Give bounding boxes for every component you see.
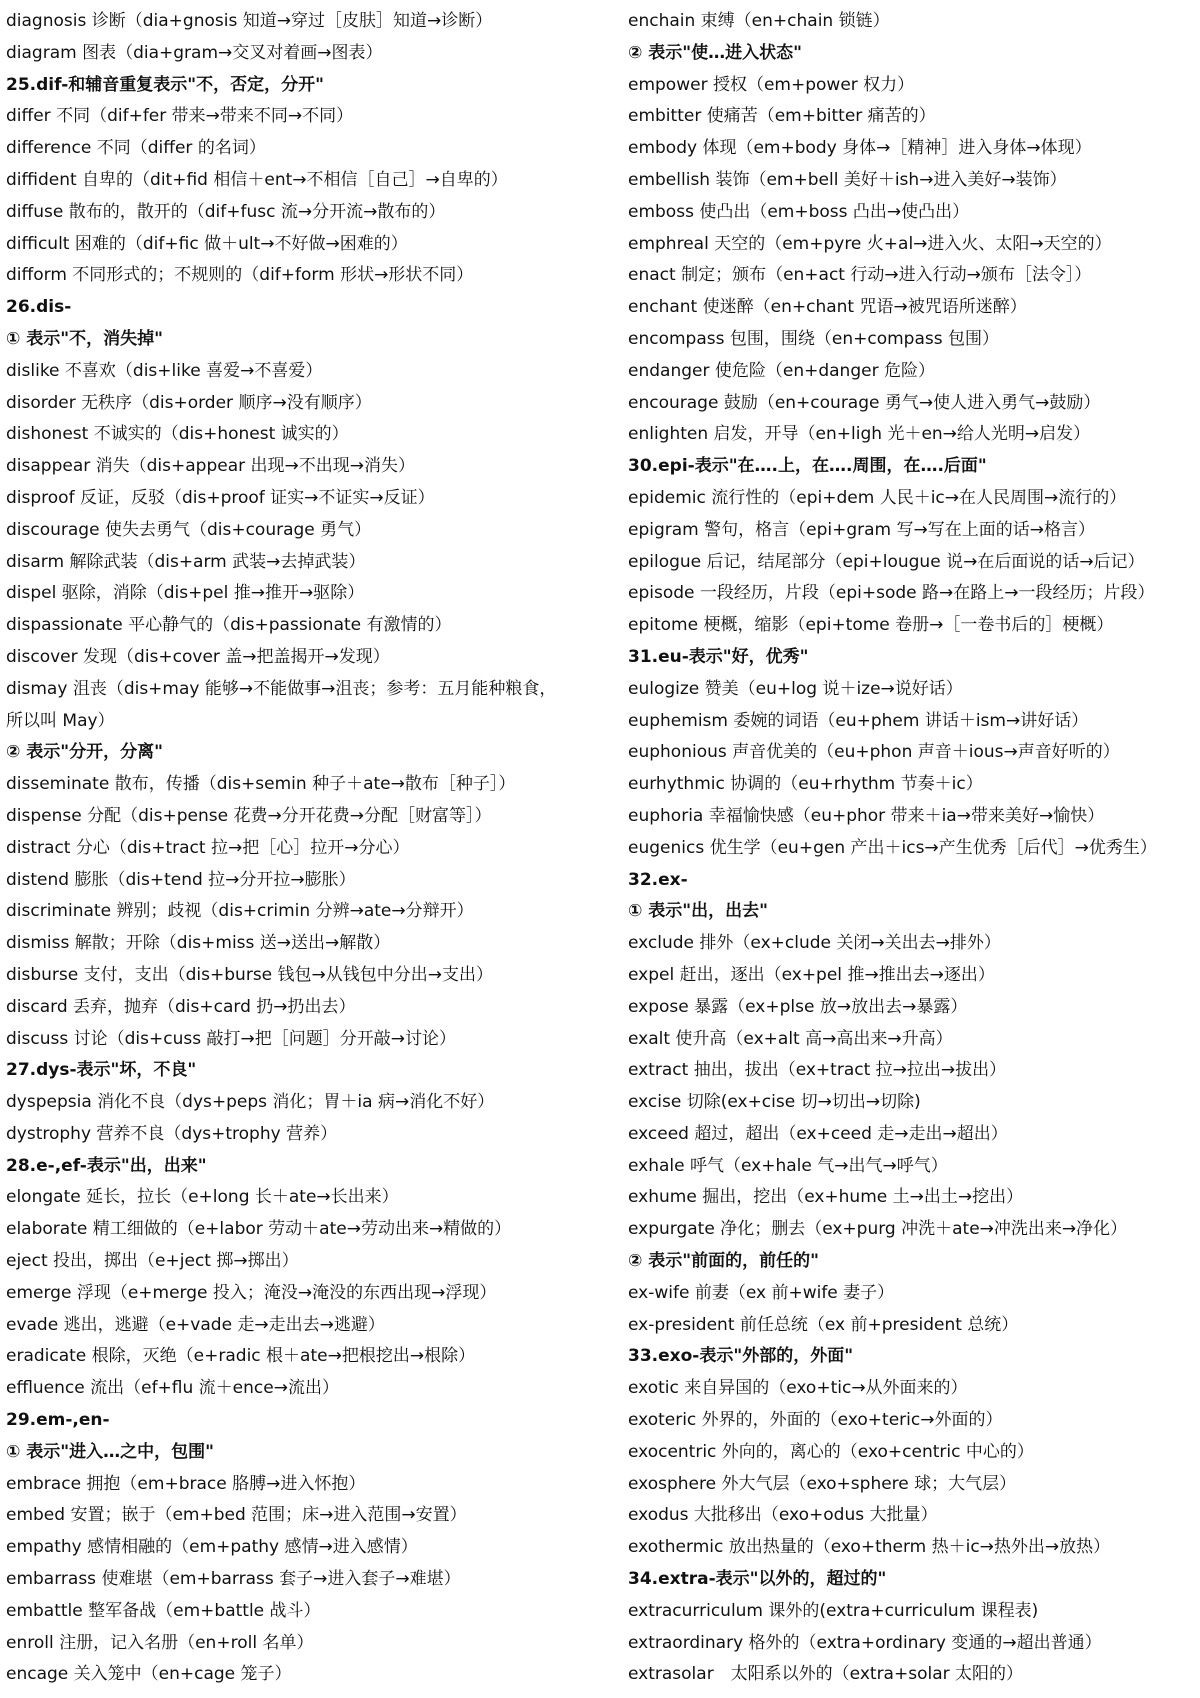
word-entry: embitter 使痛苦（em+bitter 痛苦的） [628, 106, 936, 127]
section-heading: ① 表示"出，出去" [628, 901, 769, 922]
word-entry: differ 不同（dif+fer 带来→带来不同→不同） [6, 106, 354, 127]
word-entry: disseminate 散布，传播（dis+semin 种子＋ate→散布［种子］） [6, 774, 516, 795]
word-entry: disburse 支付，支出（dis+burse 钱包→从钱包中分出→支出） [6, 964, 494, 985]
word-entry: epigram 警句，格言（epi+gram 写→写在上面的话→格言） [628, 519, 1096, 540]
word-entry: endanger 使危险（en+danger 危险） [628, 360, 935, 381]
word-entry: diffident 自卑的（dit+fid 相信＋ent→不相信［自己］→自卑的） [6, 169, 508, 190]
word-entry: expose 暴露（ex+plse 放→放出去→暴露） [628, 996, 968, 1017]
word-entry: dislike 不喜欢（dis+like 喜爱→不喜爱） [6, 360, 323, 381]
word-entry: eject 投出，掷出（e+ject 掷→掷出） [6, 1251, 299, 1272]
section-heading: 33.exo-表示"外部的，外面" [628, 1346, 854, 1367]
section-heading: ① 表示"不，消失掉" [6, 328, 164, 349]
word-entry: ex-president 前任总统（ex 前+president 总统） [628, 1314, 1019, 1335]
word-entry: epitome 梗概，缩影（epi+tome 卷册→［一卷书后的］梗概） [628, 615, 1114, 636]
word-entry: enchant 使迷醉（en+chant 咒语→被咒语所迷醉） [628, 297, 1027, 318]
word-entry: exalt 使升高（ex+alt 高→高出来→升高） [628, 1028, 953, 1049]
word-entry: dyspepsia 消化不良（dys+peps 消化；胃＋ia 病→消化不好） [6, 1092, 495, 1113]
word-entry: expel 赶出，逐出（ex+pel 推→推出去→逐出） [628, 964, 995, 985]
word-entry: disproof 反证，反驳（dis+proof 证实→不证实→反证） [6, 487, 435, 508]
word-entry: dystrophy 营养不良（dys+trophy 营养） [6, 1123, 338, 1144]
word-entry: embarrass 使难堪（em+barrass 套子→进入套子→难堪） [6, 1569, 461, 1590]
word-entry: euphonious 声音优美的（eu+phon 声音＋ious→声音好听的） [628, 742, 1120, 763]
word-entry: dispense 分配（dis+pense 花费→分开花费→分配［财富等］） [6, 805, 492, 826]
word-entry: exclude 排外（ex+clude 关闭→关出去→排外） [628, 933, 1001, 954]
word-entry: emphreal 天空的（em+pyre 火+al→进入火、太阳→天空的） [628, 233, 1112, 254]
section-heading: ② 表示"使…进入状态" [628, 42, 803, 63]
section-heading: ② 表示"前面的，前任的" [628, 1251, 820, 1272]
word-entry: diagram 图表（dia+gram→交叉对着画→图表） [6, 42, 383, 63]
word-entry: extrasolar 太阳系以外的（extra+solar 太阳的） [628, 1664, 1024, 1685]
word-entry: eulogize 赞美（eu+log 说＋ize→说好话） [628, 678, 963, 699]
word-entry: discover 发现（dis+cover 盖→把盖揭开→发现） [6, 646, 390, 667]
word-entry: dispel 驱除，消除（dis+pel 推→推开→驱除） [6, 583, 365, 604]
word-entry: discuss 讨论（dis+cuss 敲打→把［问题］分开敲→讨论） [6, 1028, 456, 1049]
word-entry: effluence 流出（ef+flu 流＋ence→流出） [6, 1378, 339, 1399]
word-entry: difficult 困难的（dif+fic 做＋ult→不好做→困难的） [6, 233, 408, 254]
section-heading: 32.ex- [628, 869, 688, 890]
left-column [6, 6, 606, 1691]
word-entry: embattle 整军备战（em+battle 战斗） [6, 1600, 321, 1621]
word-entry: enact 制定；颁布（en+act 行动→进入行动→颁布［法令］） [628, 265, 1092, 286]
word-entry: enchain 束缚（en+chain 锁链） [628, 11, 890, 31]
word-entry: epidemic 流行性的（epi+dem 人民＋ic→在人民周围→流行的） [628, 487, 1127, 508]
section-heading: ① 表示"进入…之中，包围" [6, 1441, 215, 1462]
word-entry: disappear 消失（dis+appear 出现→不出现→消失） [6, 456, 416, 477]
word-entry: eugenics 优生学（eu+gen 产出＋ics→产生优秀［后代］→优秀生） [628, 837, 1157, 858]
word-entry: embody 体现（em+body 身体→［精神］进入身体→体现） [628, 138, 1092, 159]
word-entry: distend 膨胀（dis+tend 拉→分开拉→膨胀） [6, 869, 356, 890]
word-entry: embrace 拥抱（em+brace 胳膊→进入怀抱） [6, 1473, 366, 1494]
word-entry: diffuse 散布的，散开的（dif+fusc 流→分开流→散布的） [6, 201, 446, 222]
word-entry: disarm 解除武装（dis+arm 武装→去掉武装） [6, 551, 366, 572]
word-entry: encourage 鼓励（en+courage 勇气→使人进入勇气→鼓励） [628, 392, 1101, 413]
word-entry: diagnosis 诊断（dia+gnosis 知道→穿过［皮肤］知道→诊断） [6, 11, 493, 31]
word-entry: expurgate 净化；删去（ex+purg 冲洗＋ate→冲洗出来→净化） [628, 1219, 1128, 1240]
section-heading: 31.eu-表示"好，优秀" [628, 646, 809, 667]
word-entry: extraordinary 格外的（extra+ordinary 变通的→超出普通） [628, 1632, 1102, 1653]
word-entry: exoteric 外界的，外面的（exo+teric→外面的） [628, 1410, 1003, 1431]
word-entry: epilogue 后记，结尾部分（epi+lougue 说→在后面说的话→后记） [628, 551, 1145, 572]
word-entry: dishonest 不诚实的（dis+honest 诚实的） [6, 424, 349, 445]
word-entry: embed 安置；嵌于（em+bed 范围；床→进入范围→安置） [6, 1505, 467, 1526]
word-entry: euphoria 幸福愉快感（eu+phor 带来＋ia→带来美好→愉快） [628, 805, 1105, 826]
section-heading: 28.e-,ef-表示"出，出来" [6, 1155, 207, 1176]
word-entry: distract 分心（dis+tract 拉→把［心］拉开→分心） [6, 837, 410, 858]
section-heading: ② 表示"分开，分离" [6, 742, 164, 763]
word-entry: dismay 沮丧（dis+may 能够→不能做事→沮丧；参考：五月能种粮食， [6, 678, 557, 699]
section-heading: 29.em-,en- [6, 1410, 110, 1431]
word-entry: difform 不同形式的；不规则的（dif+form 形状→形状不同） [6, 265, 474, 286]
word-entry: enroll 注册，记入名册（en+roll 名单） [6, 1632, 314, 1653]
word-entry: discourage 使失去勇气（dis+courage 勇气） [6, 519, 372, 540]
word-entry: elongate 延长，拉长（e+long 长＋ate→长出来） [6, 1187, 399, 1208]
word-entry: discriminate 辨别；歧视（dis+crimin 分辨→ate→分辩开） [6, 901, 474, 922]
word-entry: empower 授权（em+power 权力） [628, 74, 915, 95]
word-entry: elaborate 精工细做的（e+labor 劳动＋ate→劳动出来→精做的） [6, 1219, 512, 1240]
word-entry: exocentric 外向的，离心的（exo+centric 中心的） [628, 1441, 1034, 1462]
word-entry: enlighten 启发，开导（en+ligh 光＋en→给人光明→启发） [628, 424, 1091, 445]
word-entry: extracurriculum 课外的(extra+curriculum 课程表) [628, 1600, 1039, 1621]
word-entry: exodus 大批移出（exo+odus 大批量） [628, 1505, 938, 1526]
section-heading: 27.dys-表示"坏，不良" [6, 1060, 197, 1081]
section-heading: 34.extra-表示"以外的，超过的" [628, 1569, 887, 1590]
word-entry: dispassionate 平心静气的（dis+passionate 有激情的） [6, 615, 452, 636]
word-entry: episode 一段经历，片段（epi+sode 路→在路上→一段经历；片段） [628, 583, 1155, 604]
word-entry: exceed 超过，超出（ex+ceed 走→走出→超出） [628, 1123, 1008, 1144]
word-entry: empathy 感情相融的（em+pathy 感情→进入感情） [6, 1537, 418, 1558]
section-heading: 25.dif-和辅音重复表示"不，否定，分开" [6, 74, 324, 95]
section-heading: 26.dis- [6, 297, 72, 318]
word-entry: extract 抽出，拔出（ex+tract 拉→拉出→拔出） [628, 1060, 1007, 1081]
word-entry: evade 逃出，逃避（e+vade 走→走出去→逃避） [6, 1314, 385, 1335]
word-entry: disorder 无秩序（dis+order 顺序→没有顺序） [6, 392, 372, 413]
right-column [628, 6, 1194, 1691]
word-entry: emboss 使凸出（em+boss 凸出→使凸出） [628, 201, 970, 222]
word-entry: exotic 来自异国的（exo+tic→从外面来的） [628, 1378, 968, 1399]
word-entry: exhale 呼气（ex+hale 气→出气→呼气） [628, 1155, 948, 1176]
word-entry: ex-wife 前妻（ex 前+wife 妻子） [628, 1282, 895, 1303]
word-entry: emerge 浮现（e+merge 投入；淹没→淹没的东西出现→浮现） [6, 1282, 497, 1303]
word-entry: eradicate 根除，灭绝（e+radic 根＋ate→把根挖出→根除） [6, 1346, 476, 1367]
word-entry: eurhythmic 协调的（eu+rhythm 节奏＋ic） [628, 774, 983, 795]
word-entry: encage 关入笼中（en+cage 笼子） [6, 1664, 292, 1685]
word-entry: difference 不同（differ 的名词） [6, 138, 266, 159]
section-heading: 30.epi-表示"在….上，在….周围，在….后面" [628, 456, 987, 477]
word-entry: excise 切除(ex+cise 切→切出→切除) [628, 1092, 921, 1113]
word-entry: embellish 装饰（em+bell 美好＋ish→进入美好→装饰） [628, 169, 1067, 190]
word-entry: exothermic 放出热量的（exo+therm 热＋ic→热外出→放热） [628, 1537, 1111, 1558]
word-entry: exosphere 外大气层（exo+sphere 球；大气层） [628, 1473, 1017, 1494]
word-entry: exhume 掘出，挖出（ex+hume 土→出土→挖出） [628, 1187, 1024, 1208]
word-entry: 所以叫 May） [6, 710, 115, 731]
word-entry: encompass 包围，围绕（en+compass 包围） [628, 328, 999, 349]
word-entry: discard 丢弃，抛弃（dis+card 扔→扔出去） [6, 996, 356, 1017]
word-entry: dismiss 解散；开除（dis+miss 送→送出→解散） [6, 933, 391, 954]
word-entry: euphemism 委婉的词语（eu+phem 讲话＋ism→讲好话） [628, 710, 1089, 731]
